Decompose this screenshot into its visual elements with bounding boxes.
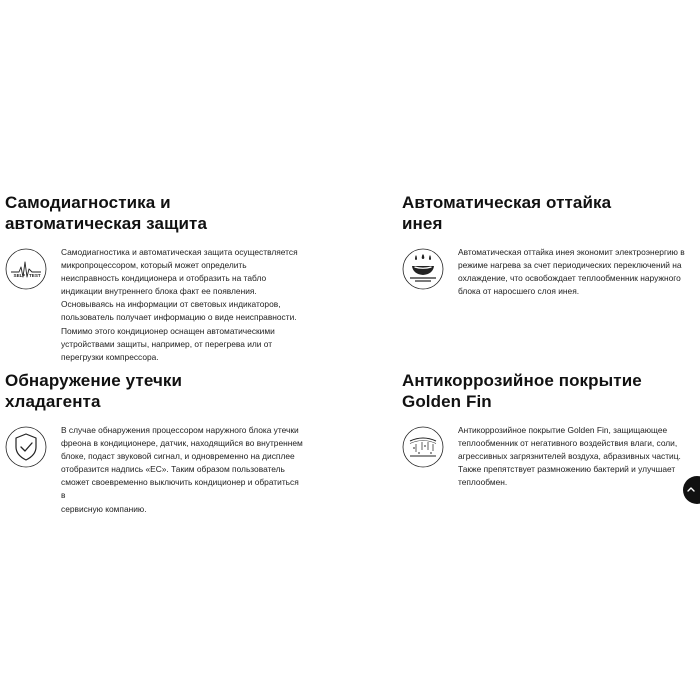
- chevron-up-icon: [686, 484, 696, 494]
- title-line: хладагента: [5, 392, 101, 411]
- text-line: Помимо этого кондиционер оснащен автоматическими: [61, 325, 275, 336]
- text-line: теплообмен.: [458, 477, 508, 488]
- title-line: Golden Fin: [402, 392, 492, 411]
- title-line: автоматическая защита: [5, 214, 208, 233]
- text-line: пользователь получает информацию о виде неисправности.: [61, 312, 297, 323]
- feature-leak-detection: [5, 370, 305, 516]
- text-line: Основываясь на информации от световых индикаторов,: [61, 299, 281, 310]
- text-line: режиме нагрева за счет периодических переключений на: [458, 260, 682, 271]
- feature-auto-defrost: [402, 192, 694, 298]
- text-line: Автоматическая оттайка инея экономит электроэнергию в: [458, 247, 685, 257]
- feature-description: [61, 246, 298, 364]
- text-line: устройствами защиты, например, от перегрева или от: [61, 338, 273, 349]
- text-line: Также препятствует размножению бактерий и улучшает: [458, 464, 676, 475]
- feature-self-diagnostics: [5, 192, 305, 364]
- golden-fin-icon: [402, 426, 444, 468]
- text-line: охлаждение, что освобождает теплообменник наружного: [458, 273, 681, 284]
- feature-body: [402, 424, 694, 489]
- feature-golden-fin: [402, 370, 694, 489]
- text-line: перегрузки компрессора.: [61, 351, 159, 362]
- title-line: инея: [402, 214, 443, 233]
- self-test-icon: [5, 248, 47, 290]
- text-line: В случае обнаружения процессором наружного блока утечки: [61, 425, 299, 435]
- scroll-to-top-button[interactable]: [683, 476, 700, 504]
- feature-body: [5, 424, 305, 516]
- defrost-icon: [402, 248, 444, 290]
- title-line: Антикоррозийное покрытие: [402, 371, 642, 390]
- feature-title: [5, 370, 305, 412]
- feature-title: [402, 192, 694, 234]
- text-line: неисправность кондиционера и отобразить на табло: [61, 273, 267, 284]
- feature-body: [5, 246, 305, 364]
- shield-check-icon: [5, 426, 47, 468]
- icon-label: SELF: [13, 273, 26, 278]
- feature-title: [402, 370, 694, 412]
- icon-label: TEST: [29, 273, 41, 278]
- text-line: фреона в кондиционере, датчик, находящийся во внутреннем: [61, 438, 303, 449]
- text-line: отобразится надпись «EC». Таким образом пользователь: [61, 464, 285, 475]
- title-line: Обнаружение утечки: [5, 371, 183, 390]
- text-line: индикации внутреннего блока факт ее появления.: [61, 286, 257, 297]
- feature-description: [61, 424, 305, 516]
- text-line: блока от наросшего слоя инея.: [458, 286, 580, 297]
- feature-title: [5, 192, 305, 234]
- text-line: микропроцессором, который может определить: [61, 260, 247, 271]
- feature-description: [458, 424, 681, 489]
- feature-body: [402, 246, 694, 298]
- title-line: Самодиагностика и: [5, 193, 171, 212]
- title-line: Автоматическая оттайка: [402, 193, 612, 212]
- text-line: сможет своевременно выключить кондиционер и обратиться в: [61, 477, 299, 501]
- text-line: теплообменник от негативного воздействия влаги, соли,: [458, 438, 678, 449]
- text-line: блоке, подаст звуковой сигнал, и одновременно на дисплее: [61, 451, 295, 462]
- text-line: сервисную компанию.: [61, 503, 147, 514]
- feature-description: [458, 246, 685, 298]
- text-line: агрессивных загрязнителей воздуха, абразивных частиц.: [458, 451, 681, 462]
- text-line: Антикоррозийное покрытие Golden Fin, защищающее: [458, 425, 668, 435]
- text-line: Самодиагностика и автоматическая защита осуществляется: [61, 247, 298, 257]
